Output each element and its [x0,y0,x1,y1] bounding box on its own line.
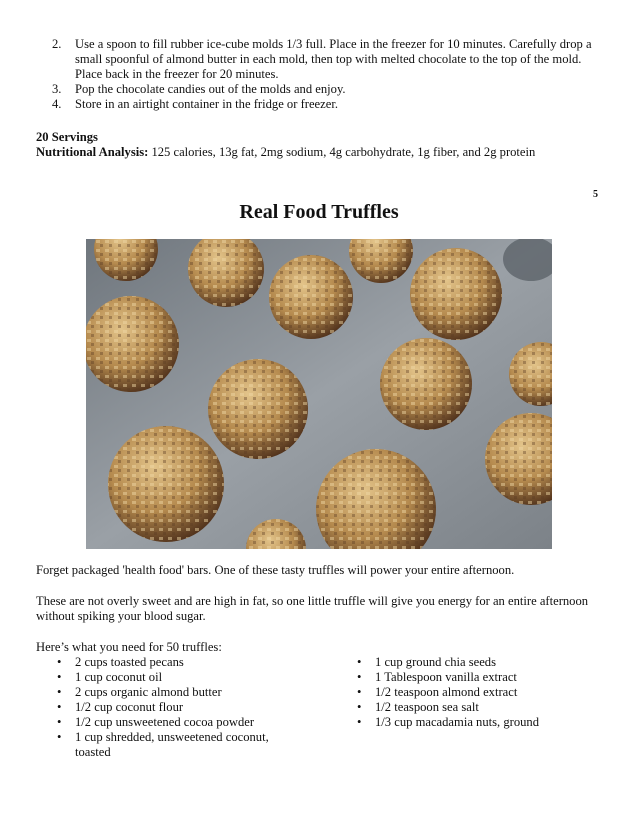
recipe-steps-list [36,37,601,112]
bullet-icon: • [57,715,62,729]
bullet-icon: • [57,730,62,744]
ingredients-list-left [36,655,286,760]
nutritional-analysis [36,145,616,160]
page-number: 5 [593,189,598,200]
bullet-icon: • [57,700,62,714]
ingredient-item [336,700,596,715]
step-text: Store in an airtight container in the fridge or freezer. [75,97,338,111]
step-number: 2. [52,37,62,51]
bullet-icon: • [57,670,62,684]
ingredient-text: 1/2 teaspoon sea salt [375,700,479,714]
ingredient-text: 2 cups toasted pecans [75,655,184,669]
ingredient-text: 1/2 cup unsweetened cocoa powder [75,715,255,729]
ingredient-text: 1/2 cup coconut flour [75,700,184,714]
ingredient-item [36,670,286,685]
ingredient-item [36,715,286,730]
ingredient-item [336,655,596,670]
ingredient-item [36,685,286,700]
intro-paragraph: Forget packaged 'health food' bars. One of these tasty truffles will power your entire afternoon. [36,563,515,577]
ingredient-item [36,700,286,715]
bullet-icon: • [357,715,362,729]
bullet-icon: • [57,655,62,669]
truffles-photo-illustration [86,239,552,549]
ingredient-text: 1 Tablespoon vanilla extract [375,670,517,684]
recipe-step [36,97,601,112]
nutrition-label: Nutritional Analysis: [36,145,149,159]
ingredient-item [336,670,596,685]
ingredient-text: 2 cups organic almond butter [75,685,222,699]
bullet-icon: • [357,670,362,684]
ingredient-text: 1 cup ground chia seeds [375,655,497,669]
ingredient-item [336,715,596,730]
nutrition-text: 125 calories, 13g fat, 2mg sodium, 4g carbohydrate, 1g fiber, and 2g protein [148,145,536,159]
step-number: 3. [52,82,62,96]
ingredient-text: 1/3 cup macadamia nuts, ground [375,715,540,729]
servings-count: 20 Servings [36,130,98,144]
truffles-photo [86,239,552,549]
step-text: Pop the chocolate candies out of the molds and enjoy. [75,82,346,96]
ingredients-heading: Here’s what you need for 50 truffles: [36,640,222,654]
ingredient-text: 1/2 teaspoon almond extract [375,685,518,699]
recipe-step [36,37,601,82]
bullet-icon: • [357,685,362,699]
bullet-icon: • [357,700,362,714]
ingredient-text: 1 cup coconut oil [75,670,163,684]
recipe-title: Real Food Truffles [239,201,399,223]
ingredient-item [336,685,596,700]
step-number: 4. [52,97,62,111]
ingredient-item [36,730,286,760]
ingredient-text: 1 cup shredded, unsweetened coconut, toasted [75,730,269,759]
step-text: Use a spoon to fill rubber ice-cube molds 1/3 full. Place in the freezer for 10 minutes. Carefully drop a small spoonful of almond butter in each mold, then top with melted chocolate to the top of the mold. Place back in the freezer for 20 minutes. [75,37,592,81]
intro-paragraph: These are not overly sweet and are high in fat, so one little truffle will give you energy for an entire afternoon without spiking your blood sugar. [36,594,589,623]
ingredient-item [36,655,286,670]
ingredients-list-right [336,655,596,730]
bullet-icon: • [357,655,362,669]
recipe-step [36,82,601,97]
bullet-icon: • [57,685,62,699]
